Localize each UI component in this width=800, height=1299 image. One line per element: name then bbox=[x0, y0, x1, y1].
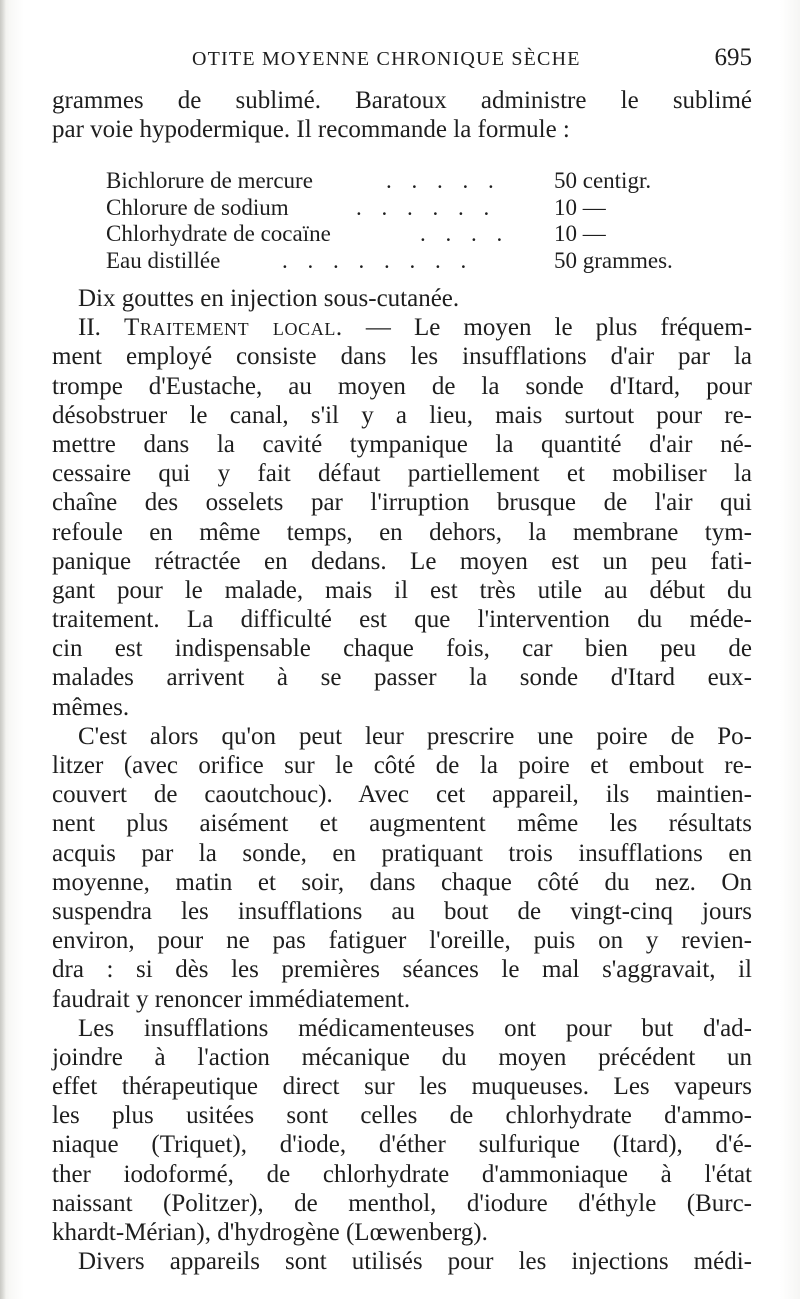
running-head bbox=[0, 40, 800, 80]
ingredient-name: Eau distillée bbox=[106, 247, 221, 273]
text-line: suspendra les insufflations au bout de vingt-cinq jours bbox=[52, 897, 752, 925]
text-line: naissant (Politzer), de menthol, d'iodure d'éthyle (Burc- bbox=[52, 1189, 752, 1217]
text-line: les plus usitées sont celles de chlorhydrate d'ammo- bbox=[52, 1102, 752, 1130]
text-line: ther iodoformé, de chlorhydrate d'ammoniaque à l'état bbox=[52, 1160, 752, 1188]
formula-row bbox=[106, 168, 726, 195]
text-line: nent plus aisément et augmentent même les résultats bbox=[52, 810, 752, 838]
text-line: mettre dans la cavité tympanique la quantité d'air né- bbox=[52, 430, 752, 458]
running-title: OTITE MOYENNE CHRONIQUE SÈCHE bbox=[192, 48, 581, 70]
section-first-line-text: — Le moyen le plus fréquem- bbox=[365, 314, 753, 342]
text-line: Dix gouttes en injection sous-cutanée. bbox=[78, 285, 460, 312]
text-line: C'est alors qu'on peut leur prescrire une poire de Po- bbox=[78, 722, 752, 750]
leader-dots: . . . . bbox=[420, 221, 510, 246]
text-line: effet thérapeutique direct sur les muqueuses. Les vapeurs bbox=[52, 1073, 752, 1101]
intro-paragraph bbox=[52, 86, 752, 144]
text-line: traitement. La difficulté est que l'intervention du méde- bbox=[52, 606, 752, 634]
paragraph-medicated-insufflations bbox=[52, 1014, 752, 1248]
main-text bbox=[52, 284, 752, 1276]
ingredient-quantity: 50 grammes. bbox=[554, 247, 673, 273]
ingredient-quantity: 50 centigr. bbox=[554, 168, 652, 193]
text-line: acquis par la sonde, en pratiquant trois insufflations en bbox=[52, 839, 752, 867]
ingredient-name: Chlorhydrate de cocaïne bbox=[106, 221, 331, 246]
text-line: mêmes. bbox=[52, 693, 130, 721]
text-line: niaque (Triquet), d'iode, d'éther sulfurique (Itard), d'é- bbox=[52, 1131, 752, 1159]
formula-row bbox=[106, 221, 726, 248]
text-line: gant pour le malade, mais il est très utile au début du bbox=[52, 576, 752, 604]
text-line: désobstruer le canal, s'il y a lieu, mais surtout pour re- bbox=[52, 401, 752, 429]
text-line: joindre à l'action mécanique du moyen précédent un bbox=[52, 1043, 752, 1071]
text-line: Divers appareils sont utilisés pour les injections médi- bbox=[78, 1248, 752, 1276]
section-first-line bbox=[52, 313, 752, 342]
text-line: litzer (avec orifice sur le côté de la poire et embout re- bbox=[52, 752, 752, 779]
text-line: chaîne des osselets par l'irruption brusque de l'air qui bbox=[52, 489, 752, 517]
page-number: 695 bbox=[714, 44, 752, 71]
text-line: panique rétractée en dedans. Le moyen est un peu fati- bbox=[52, 547, 752, 575]
section-heading: Traitement local. bbox=[124, 314, 343, 342]
text-line: faudrait y renoncer immédiatement. bbox=[52, 985, 411, 1013]
text-line: Les insufflations médicamenteuses ont pour but d'ad- bbox=[78, 1014, 752, 1042]
spine-shadow bbox=[0, 0, 6, 1299]
text-line: moyenne, matin et soir, dans chaque côté du nez. On bbox=[52, 868, 752, 896]
ingredient-name: Bichlorure de mercure bbox=[106, 168, 313, 193]
section-number: II. bbox=[78, 314, 101, 342]
text-line: couvert de caoutchouc). Avec cet appareil, ils maintien- bbox=[52, 781, 752, 809]
leader-dots: . . . . . bbox=[386, 168, 501, 193]
leader-dots: . . . . . . . . bbox=[282, 247, 474, 273]
leader-dots: . . . . . . bbox=[356, 194, 497, 220]
text-line: cessaire qui y fait défaut partiellement et mobiliser la bbox=[52, 460, 752, 488]
text-line: ment employé consiste dans les insufflations d'air par la bbox=[52, 343, 752, 371]
text-line: trompe d'Eustache, au moyen de la sonde d'Itard, pour bbox=[52, 372, 752, 400]
text-line: environ, pour ne pas fatiguer l'oreille, puis on y revien- bbox=[52, 927, 752, 955]
text-line: par voie hypodermique. Il recommande la formule : bbox=[52, 116, 570, 144]
prescription-formula bbox=[106, 168, 726, 274]
text-line: cin est indispensable chaque fois, car bien peu de bbox=[52, 635, 752, 663]
text-line: dra : si dès les premières séances le mal s'aggravait, il bbox=[52, 956, 752, 984]
ingredient-name: Chlorure de sodium bbox=[106, 194, 289, 220]
text-line: khardt-Mérian), d'hydrogène (Lœwenberg). bbox=[52, 1219, 488, 1246]
paragraph-appareils bbox=[52, 1247, 752, 1276]
text-line: grammes de sublimé. Baratoux administre le sublimé bbox=[52, 87, 752, 114]
text-line: refoule en même temps, en dehors, la membrane tym- bbox=[52, 518, 752, 546]
formula-row bbox=[106, 248, 726, 275]
formula-row bbox=[106, 195, 726, 222]
paragraph-politzer bbox=[52, 722, 752, 1014]
paragraph-insufflations bbox=[52, 342, 752, 721]
ingredient-quantity: 10 — bbox=[554, 221, 606, 246]
text-line: malades arrivent à se passer la sonde d'Itard eux- bbox=[52, 664, 752, 692]
ingredient-quantity: 10 — bbox=[554, 194, 606, 220]
